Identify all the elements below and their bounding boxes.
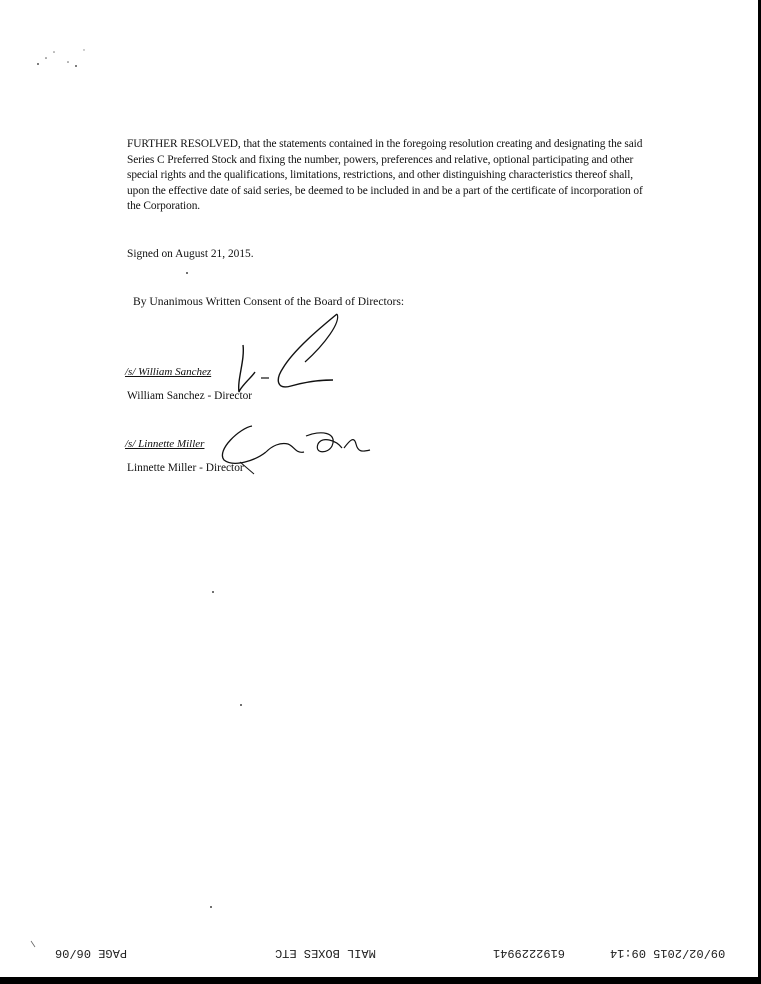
william-sanchez-name-title: William Sanchez - Director — [127, 390, 253, 402]
signed-date: Signed on August 21, 2015. — [127, 248, 254, 260]
fax-datetime: 09/02/2015 09:14 — [610, 946, 726, 960]
scan-dot — [212, 591, 214, 593]
linnette-miller-conformed-signature: /s/ Linnette Miller — [125, 438, 205, 450]
fax-phone: 6192229941 — [493, 946, 566, 960]
linnette-miller-name-title: Linnette Miller - Director — [127, 462, 244, 474]
william-sanchez-signature — [225, 310, 355, 400]
fax-transmission-header — [0, 940, 761, 964]
further-resolved-paragraph: FURTHER RESOLVED, that the statements contained in the foregoing resolution creating and designating the said Series C Preferred Stock and fixing the number, powers, preferences and relative, optional participating and other special rights and the qualifications, limitations, restrictions, and other distinguishing characteristics thereof shall, upon the effective date of said series, be deemed to be included in and be a part of the certificate of incorporation of the Corporation. — [127, 138, 643, 213]
scan-dot — [186, 272, 188, 274]
william-sanchez-conformed-signature: /s/ William Sanchez — [125, 366, 212, 378]
scan-dot — [240, 704, 242, 706]
scan-bottom-edge — [0, 977, 761, 984]
board-consent-line: By Unanimous Written Consent of the Board of Directors: — [133, 295, 405, 308]
scan-specks — [32, 46, 92, 70]
scan-dot — [210, 906, 212, 908]
fax-page-number: PAGE 06/06 — [55, 946, 128, 960]
fax-sender: MAIL BOXES ETC — [275, 946, 376, 960]
